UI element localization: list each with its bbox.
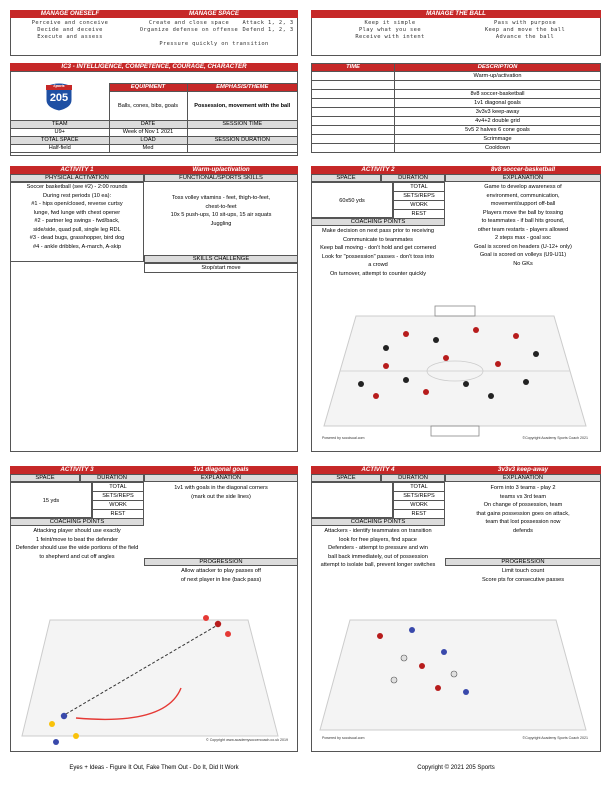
- manage-space-right: [240, 20, 296, 34]
- duration-label: DURATION: [80, 474, 144, 482]
- session-duration-value: [187, 145, 298, 153]
- coaching-line: Keep ball moving - don't hold and get cornered: [320, 245, 436, 251]
- bottom-goal: [431, 426, 479, 436]
- duration-row: WORK: [394, 501, 445, 510]
- player-black: [403, 377, 409, 383]
- credit-left: Powered by soccisual.com: [322, 436, 365, 440]
- functional-line: Toss volley vitamins - feet, thigh-to-feet,: [171, 195, 271, 201]
- player-red: [419, 663, 425, 669]
- player-black: [463, 381, 469, 387]
- manage-oneself-list: [10, 20, 130, 41]
- manage-ball-line: Keep and move the ball: [484, 27, 566, 33]
- physical-activation-label: PHYSICAL ACTIVATION: [10, 174, 144, 182]
- coaching-line: to shepherd and cut off angles: [39, 553, 115, 560]
- explanation-list: [146, 484, 296, 501]
- duration-row: REST: [394, 210, 445, 219]
- physical-line: Soccer basketball (see #2) - 2:00 rounds: [26, 184, 128, 190]
- activity1-title: ACTIVITY 1: [10, 166, 144, 174]
- session-time-value: [187, 129, 298, 137]
- explanation-line: that gains possession goes on attack,: [476, 510, 570, 517]
- footer-right: Copyright © 2021 205 Sports: [417, 765, 495, 771]
- coaching-line: Look for "possession" passes - don't toss into: [321, 253, 435, 260]
- explanation-line: to teammates - if ball hits ground,: [481, 218, 565, 224]
- credit-left: Powered by soccisual.com: [322, 736, 365, 740]
- explanation-line: environment, communication,: [486, 192, 560, 199]
- duration-label: DURATION: [381, 174, 445, 182]
- space-label: SPACE: [311, 174, 381, 182]
- player-attacker: [61, 713, 67, 719]
- player-red: [495, 361, 501, 367]
- coaching-line: look for free players, find space: [339, 536, 417, 543]
- manage-space-title: MANAGE SPACE: [130, 10, 298, 18]
- physical-line: During rest periods (10 ea):: [42, 192, 112, 199]
- player-black: [523, 379, 529, 385]
- coaching-line: Attackers - identify teammates on transition: [324, 528, 432, 534]
- manage-space-line: Create and close space: [148, 20, 230, 26]
- space-label: SPACE: [311, 474, 381, 482]
- player-white: [401, 655, 407, 661]
- activity2-name: 8v8 soccer-basketball: [445, 166, 601, 174]
- activity4-name: 3v3v3 keep-away: [445, 466, 601, 474]
- team-value: U9+: [11, 129, 110, 137]
- progression-line: of next player in line (back pass): [180, 576, 262, 583]
- manage-oneself-title: MANAGE ONESELF: [10, 10, 130, 18]
- coaching-line: Make decision on next pass prior to receiving: [322, 228, 434, 234]
- manage-space-line: Attack 1, 2, 3: [242, 20, 294, 26]
- physical-line: #1 - hips open/closed, reverse curtsy: [31, 201, 123, 207]
- player-black: [533, 351, 539, 357]
- duration-table: [393, 182, 445, 219]
- progression-line: Score pts for consecutive passes: [481, 576, 565, 583]
- cone-yellow: [73, 733, 79, 739]
- manage-ball-line: Play what you see: [359, 27, 421, 33]
- schedule-table: [311, 63, 601, 153]
- coaching-line: Defender should use the wide portions of the field: [15, 545, 139, 551]
- explanation-line: Goal is scored on volleys (U9-U11): [479, 252, 567, 258]
- activity3-diagram: [16, 596, 294, 748]
- physical-activation-list: [12, 183, 142, 251]
- coaching-line: Communicate to teammates: [343, 236, 413, 243]
- manage-space-line: Organize defense on offense: [139, 27, 239, 33]
- explanation-line: Goal is scored on headers (U-12+ only): [474, 243, 572, 250]
- schedule-row: Warm-up/activation: [395, 72, 601, 81]
- manage-oneself-line: Perceive and conceive: [31, 20, 109, 26]
- player-blue: [409, 627, 415, 633]
- total-space-value: Half-field: [11, 145, 110, 153]
- progression-label: PROGRESSION: [144, 558, 298, 566]
- explanation-line: Players move the ball by tossing: [482, 209, 564, 216]
- logo-number: 205: [49, 92, 69, 104]
- credit-right: © Copyright www.academysoccercoach.co.uk 2019: [206, 738, 288, 742]
- player-black: [488, 393, 494, 399]
- player-red: [373, 393, 379, 399]
- explanation-line: 2 steps max - goal soc: [495, 235, 551, 241]
- explanation-list: [447, 183, 599, 268]
- player-black: [358, 381, 364, 387]
- duration-row: SETS/REPS: [394, 492, 445, 501]
- duration-row: TOTAL: [394, 183, 445, 192]
- coaching-line: ball back immediately, out of possession: [328, 553, 428, 560]
- activity2-diagram: [316, 296, 594, 446]
- functional-line: Juggling: [210, 220, 232, 227]
- physical-line: side/side, quad pull, single leg RDL: [33, 226, 121, 233]
- manage-ball-left: [320, 20, 460, 41]
- explanation-line: defends: [513, 527, 533, 534]
- soccer-pitch-diagram: [316, 296, 594, 446]
- player-defender: [215, 621, 221, 627]
- duration-row: REST: [93, 510, 144, 519]
- coaching-line: a crowd: [368, 262, 388, 268]
- coaching-line: 1 feint/move to beat the defender: [35, 536, 119, 543]
- explanation-line: movement/support off-ball: [490, 201, 556, 207]
- schedule-row: Cooldown: [395, 144, 601, 153]
- manage-space-left: [134, 20, 244, 34]
- equipment-label: EQUIPMENT: [109, 84, 187, 92]
- manage-space-last: Pressure quickly on transition: [159, 41, 269, 47]
- ic3-title: IC3 - INTELLIGENCE, COMPETENCE, COURAGE, CHARACTER: [10, 63, 298, 71]
- credit-right: ©Copyright Academy Sports Coach 2021: [522, 436, 588, 440]
- player-red: [473, 327, 479, 333]
- explanation-line: Form into 3 teams - play 2: [490, 485, 556, 491]
- duration-label: DURATION: [381, 474, 445, 482]
- skills-challenge-label: SKILLS CHALLENGE: [144, 255, 298, 263]
- pitch-surface: [22, 620, 278, 736]
- session-duration-label: SESSION DURATION: [187, 137, 298, 145]
- progression-label: PROGRESSION: [445, 558, 601, 566]
- player-white: [391, 677, 397, 683]
- player-red: [403, 331, 409, 337]
- duration-row: TOTAL: [394, 483, 445, 492]
- progression-line: Limit touch count: [501, 568, 545, 574]
- manage-space-line: Defend 1, 2, 3: [242, 27, 294, 33]
- explanation-line: teams vs 3rd team: [499, 493, 546, 500]
- player-waiting: [53, 739, 59, 745]
- coaching-points-label: COACHING POINTS: [10, 518, 144, 526]
- coaching-points-label: COACHING POINTS: [311, 518, 445, 526]
- duration-row: REST: [394, 510, 445, 519]
- progression-line: Allow attacker to play passes off: [181, 568, 261, 574]
- explanation-line: 1v1 with goals in the diagonal corners: [174, 485, 268, 491]
- player-red: [383, 363, 389, 369]
- activity1-name: Warm-up/activation: [144, 166, 298, 174]
- skills-challenge-value: Stop/start move: [144, 263, 298, 273]
- physical-line: #3 - dead bugs, grasshopper, bird dog: [29, 235, 125, 241]
- equipment-value: Balls, cones, bibs, goals: [109, 92, 187, 121]
- soccer-pitch-diagram: [16, 596, 294, 748]
- load-value: Med: [109, 145, 187, 153]
- duration-row: SETS/REPS: [394, 192, 445, 201]
- session-time-label: SESSION TIME: [187, 121, 298, 129]
- emphasis-label: EMPHASIS/THEME: [187, 84, 298, 92]
- time-label: TIME: [312, 64, 395, 72]
- space-label: SPACE: [10, 474, 80, 482]
- load-label: LOAD: [109, 137, 187, 145]
- explanation-line: Game to develop awareness of: [484, 184, 562, 190]
- manage-ball-line: Receive with intent: [355, 34, 425, 40]
- coaching-list: [313, 227, 443, 278]
- emphasis-value: Possession, movement with the ball: [187, 92, 298, 121]
- footer-left: Eyes + Ideas - Figure It Out, Fake Them Out - Do It, Did It Work: [69, 765, 239, 771]
- progression-list: [447, 567, 599, 584]
- schedule-row: 1v1 diagonal goals: [395, 99, 601, 108]
- top-goal: [435, 306, 475, 316]
- manage-ball-right: [455, 20, 595, 41]
- coaching-list: [12, 527, 142, 561]
- activity4-title: ACTIVITY 4: [311, 466, 445, 474]
- schedule-row: 8v8 soccer-basketball: [395, 90, 601, 99]
- player-blue: [463, 689, 469, 695]
- player-blue: [441, 649, 447, 655]
- schedule-row: 4v4+2 double grid: [395, 117, 601, 126]
- functional-line: chest-to-feet: [205, 203, 237, 210]
- player-black: [433, 337, 439, 343]
- explanation-list: [447, 484, 599, 535]
- manage-oneself-line: Execute and assess: [37, 34, 103, 40]
- manage-oneself-line: Decide and deceive: [37, 27, 103, 33]
- manage-ball-line: Advance the ball: [495, 34, 555, 40]
- duration-row: WORK: [93, 501, 144, 510]
- player-red: [443, 355, 449, 361]
- manage-ball-line: Keep it simple: [364, 20, 416, 26]
- player-red: [377, 633, 383, 639]
- total-space-label: TOTAL SPACE: [11, 137, 110, 145]
- progression-list: [146, 567, 296, 584]
- coaching-line: Defenders - attempt to pressure and win: [328, 545, 428, 551]
- functional-skills-label: FUNCTIONAL/SPORTS SKILLS: [144, 174, 298, 182]
- activity4-diagram: [316, 596, 594, 748]
- team-label: TEAM: [11, 121, 110, 129]
- functional-list: [146, 194, 296, 228]
- manage-ball-line: Pass with purpose: [494, 20, 556, 26]
- explanation-label: EXPLANATION: [445, 474, 601, 482]
- activity3-name: 1v1 diagonal goals: [144, 466, 298, 474]
- schedule-row: [395, 81, 601, 90]
- cone-yellow: [49, 721, 55, 727]
- credit-right: ©Copyright Academy Sports Coach 2021: [522, 736, 588, 740]
- soccer-pitch-diagram: [316, 596, 594, 748]
- schedule-row: Scrimmage: [395, 135, 601, 144]
- duration-table: [92, 482, 144, 519]
- explanation-line: team that lost possession now: [485, 519, 561, 525]
- coaching-line: attempt to isolate ball, prevent longer switches: [320, 562, 436, 568]
- coaching-list: [313, 527, 443, 570]
- manage-ball-title: MANAGE THE BALL: [311, 10, 601, 18]
- explanation-line: No GKs: [513, 260, 533, 267]
- player-red: [513, 333, 519, 339]
- duration-table: [393, 482, 445, 519]
- player-red: [435, 685, 441, 691]
- physical-line: #2 - partner leg swings - fwd/back,: [34, 218, 120, 224]
- duration-row: SETS/REPS: [93, 492, 144, 501]
- space-value: 15 yds: [10, 482, 92, 518]
- cone-red: [203, 615, 209, 621]
- physical-line: #4 - ankle dribbles, A-march, A-skip: [33, 243, 121, 250]
- physical-line: lunge, fwd lunge with chest opener: [33, 209, 121, 216]
- space-value: [311, 482, 393, 518]
- explanation-line: other team restarts - players allowed: [477, 226, 569, 233]
- player-black: [383, 345, 389, 351]
- cone-red: [225, 631, 231, 637]
- date-value: Week of Nov 1 2021: [109, 129, 187, 137]
- space-value: 60x50 yds: [311, 182, 393, 218]
- duration-row: WORK: [394, 201, 445, 210]
- schedule-row: 3v3v3 keep-away: [395, 108, 601, 117]
- player-red: [423, 389, 429, 395]
- coaching-points-label: COACHING POINTS: [311, 218, 445, 226]
- duration-row: TOTAL: [93, 483, 144, 492]
- coaching-line: Attacking player should use exactly: [33, 528, 121, 534]
- explanation-line: On change of possession, team: [483, 502, 563, 508]
- activity3-title: ACTIVITY 3: [10, 466, 144, 474]
- functional-line: 10x 5 push-ups, 10 sit-ups, 15 air squats: [170, 212, 272, 218]
- schedule-row: 5v5 2 halves 6 cone goals: [395, 126, 601, 135]
- info-table: [10, 83, 298, 153]
- date-label: DATE: [109, 121, 187, 129]
- activity2-title: ACTIVITY 2: [311, 166, 445, 174]
- coaching-line: On turnover, attempt to counter quickly: [329, 270, 427, 277]
- explanation-label: EXPLANATION: [144, 474, 298, 482]
- logo-top-text: Sports: [53, 84, 65, 88]
- description-label: DESCRIPTION: [395, 64, 601, 72]
- explanation-label: EXPLANATION: [445, 174, 601, 182]
- player-white: [451, 671, 457, 677]
- explanation-line: (mark out the side lines): [191, 493, 251, 500]
